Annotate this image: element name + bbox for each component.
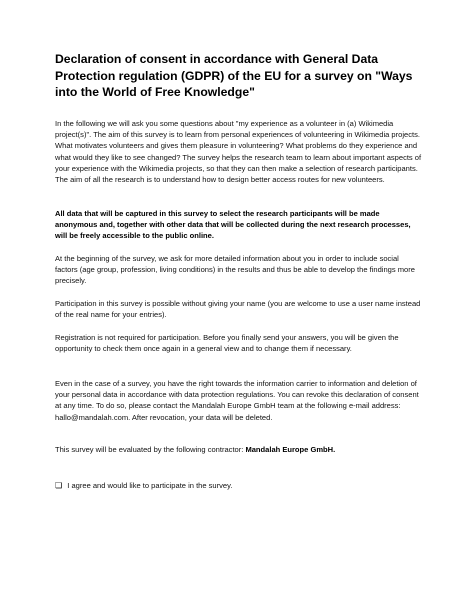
anonymity-paragraph: All data that will be captured in this survey to select the research participants will be made anonymous and, together with other data that will be collected during the next research processes, will be freely accessible to the public online.: [55, 209, 411, 241]
participation-paragraph: Participation in this survey is possible without giving your name (you are welcome to use a user name instead of the real name for your entries).: [55, 299, 421, 320]
contractor-line: [55, 444, 423, 455]
intro-paragraph: In the following we will ask you some questions about "my experience as a volunteer in (a) Wikimedia project(s)". The aim of this survey is to learn from personal experiences of volunteering in Wikimedia projects. What motivates volunteers and gives them pleasure in volunteering? What problems do they experience and what would they like to see changed? The survey helps the research team to learn about important aspects of your experience with the Wikimedia projects, so that they can then make a selection of research participants. The aim of all the research is to understand how to design better access routes for new volunteers.: [55, 119, 422, 185]
registration-paragraph: Registration is not required for participation. Before you finally send your answers, you will be given the opportunity to check them once again in a general view and to change them if necessary.: [55, 333, 399, 354]
social-factors-paragraph: At the beginning of the survey, we ask for more detailed information about you in order to include social factors (age group, profession, living conditions) in the results and thus be able to develop the findings more precisely.: [55, 254, 415, 286]
contractor-prefix: This survey will be evaluated by the following contractor:: [55, 445, 246, 454]
consent-checkbox-icon[interactable]: ❏: [55, 481, 63, 490]
rights-paragraph: Even in the case of a survey, you have the right towards the information carrier to information and deletion of your personal data in accordance with data protection regulations. You can revoke this declaration of consent at any time. To do so, please contact the Mandalah Europe GmbH team at the following e-mail address: hallo@mandalah.com. After revocation, your data will be deleted.: [55, 379, 419, 422]
consent-label: I agree and would like to participate in the survey.: [65, 481, 233, 490]
document-title: Declaration of consent in accordance with General Data Protection regulation (GDPR) of the EU for a survey on "Ways into the World of Free Knowledge": [55, 52, 413, 99]
contractor-name: Mandalah Europe GmbH.: [245, 445, 336, 454]
consent-option[interactable]: [55, 480, 423, 491]
